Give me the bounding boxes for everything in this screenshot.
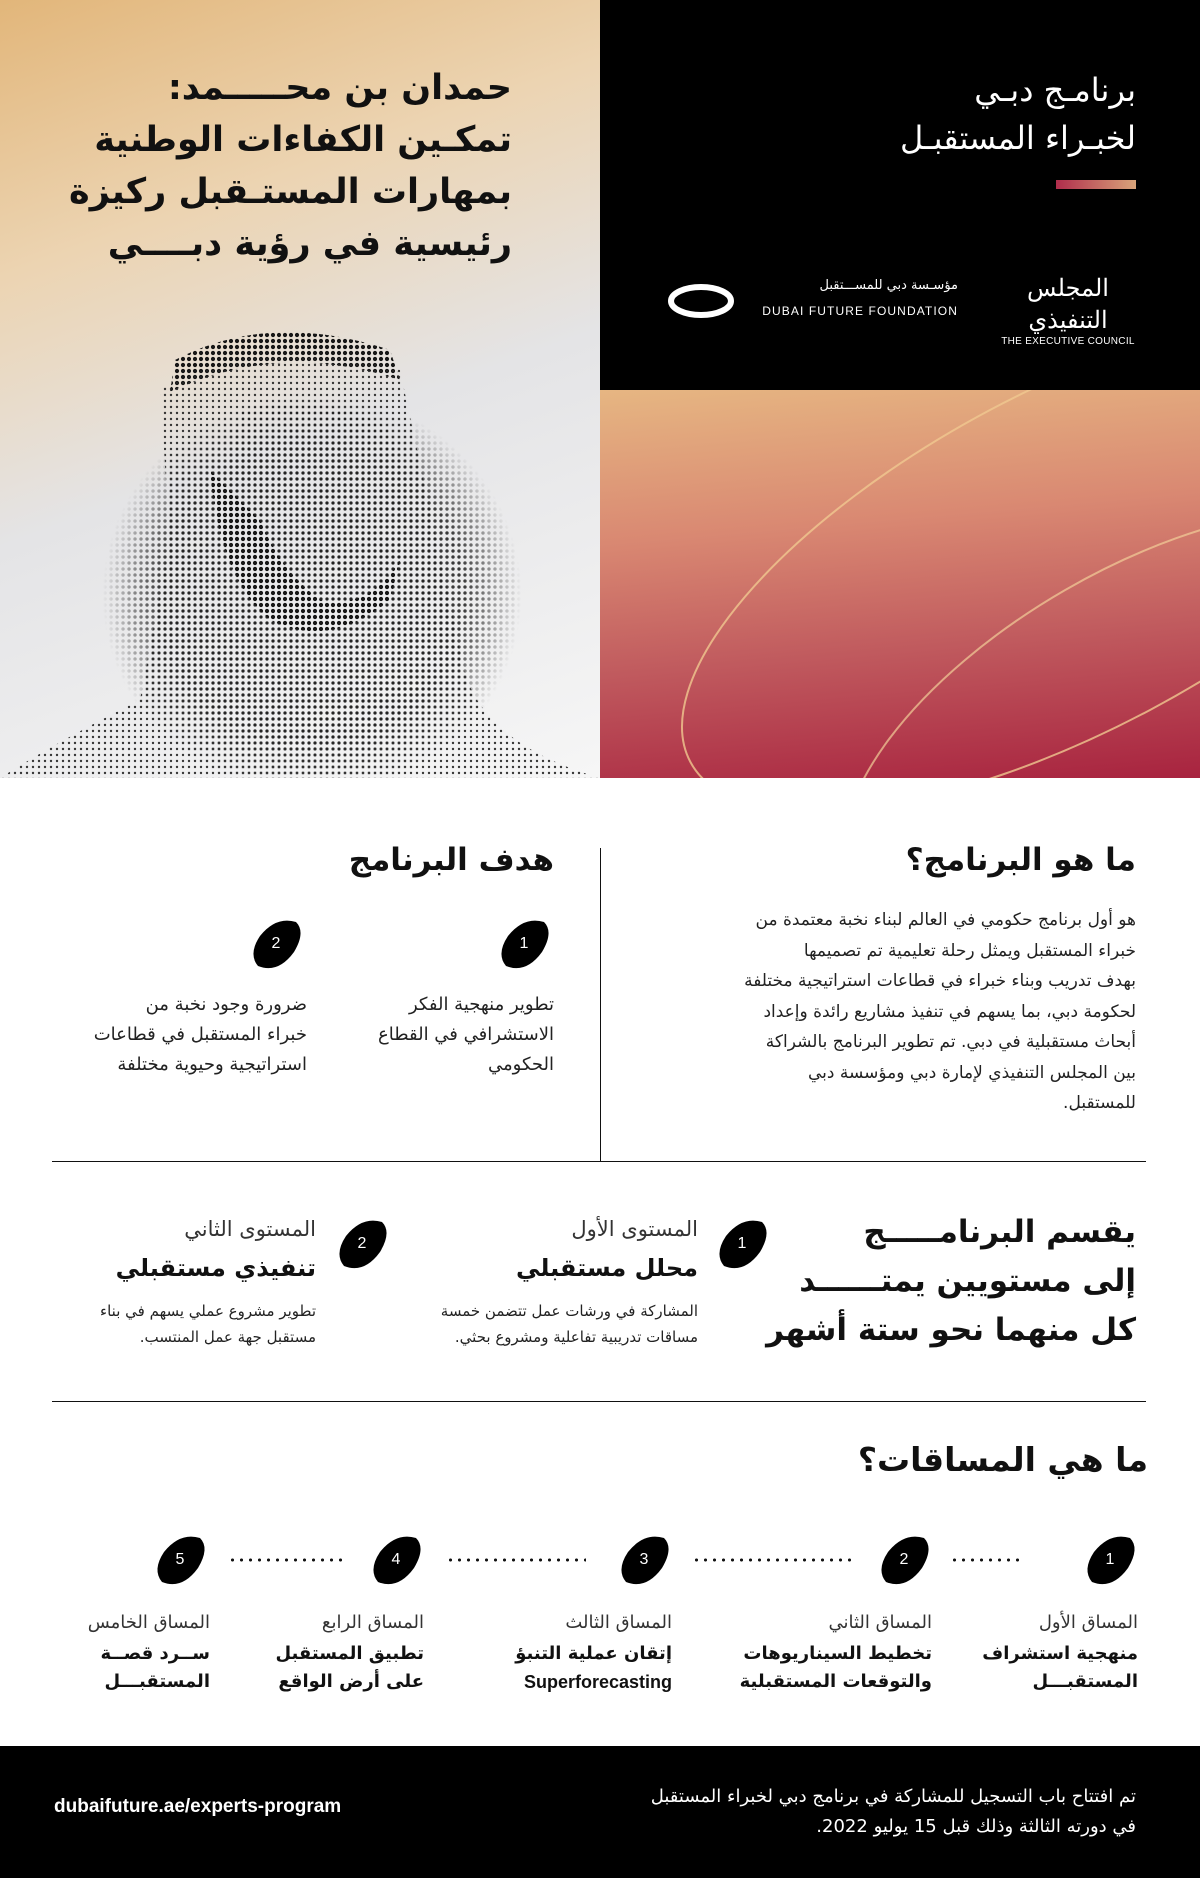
level-desc-line: مساقات تدريبية تفاعلية ومشروع بحثي. <box>454 1328 698 1346</box>
level-badge-1 <box>712 1214 772 1274</box>
section-vertical-divider <box>600 848 601 1161</box>
about-body-line: هو أول برنامج حكومي في العالم لبناء نخبة معتمدة من <box>755 910 1136 930</box>
footer-line: في دورته الثالثة وذلك قبل 15 يوليو 2022. <box>816 1816 1136 1837</box>
track-title-line: ســرد قصــة <box>100 1643 210 1664</box>
track-title-line: والتوقعات المستقبلية <box>739 1671 932 1692</box>
track-badge-5 <box>150 1530 210 1590</box>
about-body-line: لحكومة دبي، بما يسهم في تنفيذ مشاريع رائدة وإعداد <box>763 1001 1136 1022</box>
footer-announcement <box>651 1782 1136 1842</box>
levels-title-line: كل منهما نحو ستة أشهر <box>766 1312 1136 1348</box>
about-body-line: أبحاث مستقبلية في دبي. تم تطوير البرنامج بالشراكة <box>765 1032 1136 1052</box>
track-title-line: إتقان عملية التنبؤ <box>515 1643 672 1664</box>
track-5-name: المساق الخامس <box>87 1612 210 1633</box>
badge-number: 2 <box>899 1551 909 1568</box>
track-title-line: تخطيط السيناريوهات <box>743 1643 932 1664</box>
about-body-line: للمستقبل. <box>1063 1093 1136 1113</box>
badge-number: 1 <box>1105 1551 1115 1568</box>
hero-banner <box>0 0 1200 778</box>
quote-line: حمدان بن محـــــمد: <box>167 68 512 108</box>
goal-line: استراتيجية وحيوية مختلفة <box>117 1054 307 1075</box>
track-2-title <box>740 1640 932 1696</box>
levels-title-line: يقسم البرنامـــــج <box>863 1214 1136 1250</box>
level-1-title: محلل مستقبلي <box>516 1254 698 1282</box>
quote-line: رئيسية في رؤية دبــــي <box>107 224 512 264</box>
track-2-name: المساق الثاني <box>828 1612 932 1633</box>
badge-number: 4 <box>391 1551 401 1568</box>
goal-line: الاستشرافي في القطاع <box>377 1024 554 1045</box>
section-divider <box>52 1401 1146 1402</box>
executive-council-logo <box>998 272 1138 347</box>
decorative-gradient-panel <box>600 390 1200 778</box>
goal-item-1-text <box>378 990 554 1080</box>
level-desc-line: تطوير مشروع عملي يسهم في بناء <box>100 1302 316 1320</box>
track-1-title <box>982 1640 1138 1696</box>
track-title-line: المستقبـــل <box>104 1671 210 1692</box>
goal-title: هدف البرنامج <box>348 842 554 878</box>
track-badge-4 <box>366 1530 426 1590</box>
level-1-description <box>441 1298 698 1350</box>
footer-line: تم افتتاح باب التسجيل للمشاركة في برنامج دبي لخبراء المستقبل <box>650 1786 1136 1807</box>
dff-logo-en: DUBAI FUTURE FOUNDATION <box>762 304 958 318</box>
goal-badge-2 <box>246 914 306 974</box>
track-title-line: المستقبـــل <box>1032 1671 1138 1692</box>
track-4-title <box>275 1640 424 1696</box>
track-connector <box>692 1558 852 1562</box>
track-badge-2 <box>874 1530 934 1590</box>
level-2-description <box>100 1298 316 1350</box>
levels-title-line: إلى مستويين يمتــــــد <box>799 1263 1136 1299</box>
decorative-arcs <box>600 390 1200 778</box>
badge-number: 2 <box>357 1235 367 1252</box>
track-5-title <box>101 1640 210 1696</box>
about-body-line: بين المجلس التنفيذي لإمارة دبي ومؤسسة دبي <box>807 1062 1136 1083</box>
track-title-line: تطبيق المستقبل <box>275 1643 424 1664</box>
dff-logo-ar: مؤسـسة دبي للمســـتقبل <box>819 278 958 293</box>
registration-link[interactable]: dubaifuture.ae/experts-program <box>54 1796 342 1817</box>
track-title-line: على أرض الواقع <box>278 1671 424 1692</box>
about-title: ما هو البرنامج؟ <box>905 842 1136 878</box>
track-badge-1 <box>1080 1530 1140 1590</box>
level-badge-2 <box>332 1214 392 1274</box>
badge-number: 5 <box>175 1551 185 1568</box>
about-body <box>744 905 1136 1119</box>
portrait-illustration <box>0 320 600 778</box>
goal-line: الحكومي <box>488 1054 554 1075</box>
track-title-line: منهجية استشراف <box>982 1643 1138 1664</box>
badge-number: 1 <box>737 1235 747 1252</box>
goal-line: تطوير منهجية الفكر <box>409 994 554 1015</box>
badge-number: 3 <box>639 1551 649 1568</box>
program-title-line: لخبـراء المستقبـل <box>900 119 1136 157</box>
track-connector <box>446 1558 586 1562</box>
track-3-name: المساق الثالث <box>565 1612 672 1633</box>
program-title <box>900 66 1136 162</box>
goal-line: ضرورة وجود نخبة من <box>145 994 307 1015</box>
tracks-title: ما هي المساقات؟ <box>857 1440 1148 1479</box>
program-title-line: برنامـج دبـي <box>974 71 1136 109</box>
quote-line: تمكـين الكفاءات الوطنية <box>94 120 512 160</box>
track-title-line: Superforecasting <box>523 1672 672 1692</box>
track-4-name: المساق الرابع <box>321 1612 424 1633</box>
about-body-line: خبراء المستقبل ويمثل رحلة تعليمية تم تصميمها <box>803 940 1136 961</box>
dubai-future-foundation-logo <box>668 278 958 328</box>
track-connector <box>228 1558 346 1562</box>
track-connector <box>950 1558 1024 1562</box>
track-3-title <box>515 1640 672 1696</box>
badge-number: 2 <box>271 935 281 952</box>
title-accent-bar <box>1056 180 1136 189</box>
executive-council-logo-en: THE EXECUTIVE COUNCIL <box>1001 336 1135 347</box>
badge-number: 1 <box>519 935 529 952</box>
section-divider <box>52 1161 1146 1162</box>
goal-line: خبراء المستقبل في قطاعات <box>93 1024 307 1045</box>
track-badge-3 <box>614 1530 674 1590</box>
track-1-name: المساق الأول <box>1038 1612 1138 1633</box>
executive-council-logo-ar: المجلس التنفيذي <box>1027 274 1109 334</box>
level-2-title: تنفيذي مستقبلي <box>115 1254 316 1282</box>
goal-item-2-text <box>94 990 307 1080</box>
hero-portrait-panel <box>0 0 600 778</box>
level-1-name: المستوى الأول <box>571 1217 698 1241</box>
hero-quote <box>69 62 512 270</box>
level-desc-line: المشاركة في ورشات عمل تتضمن خمسة <box>440 1302 698 1320</box>
footer <box>0 1746 1200 1878</box>
program-title-panel <box>600 0 1200 390</box>
dff-ring-icon <box>668 284 734 318</box>
goal-badge-1 <box>494 914 554 974</box>
about-body-line: بهدف تدريب وبناء خبراء في قطاعات استراتيجية مختلفة <box>744 971 1136 991</box>
quote-line: بمهارات المستـقبل ركيزة <box>69 172 512 212</box>
levels-title <box>766 1208 1136 1355</box>
level-2-name: المستوى الثاني <box>184 1217 316 1241</box>
level-desc-line: مستقبل جهة عمل المنتسب. <box>139 1328 316 1346</box>
